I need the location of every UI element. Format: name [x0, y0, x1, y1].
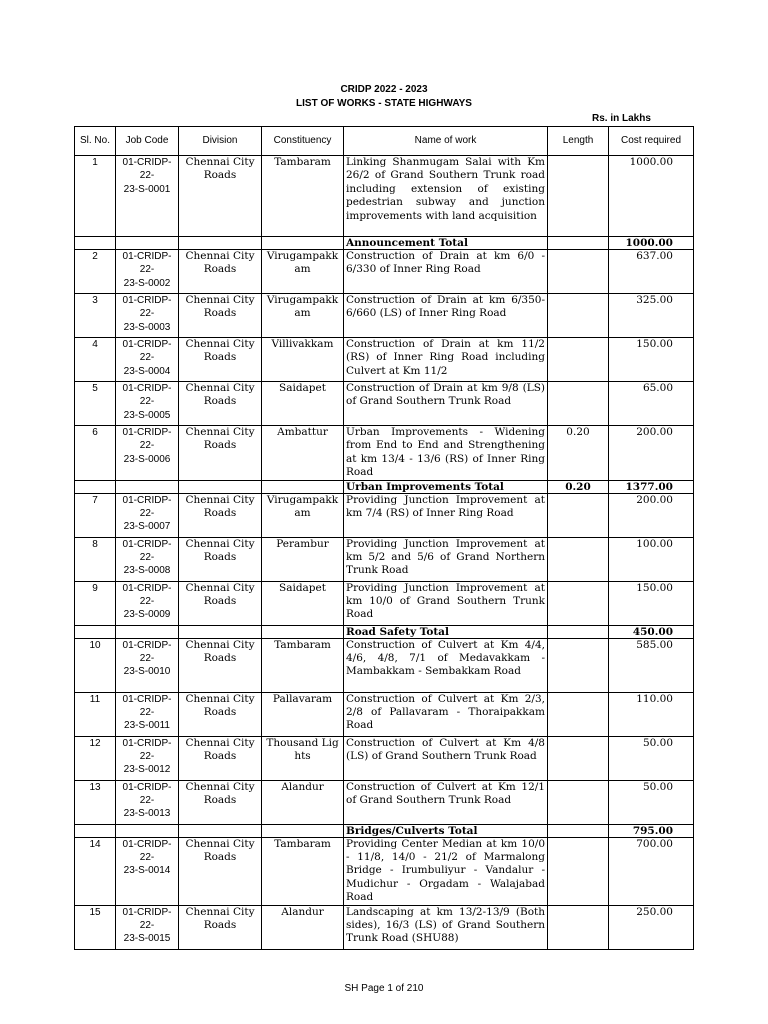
division: Chennai City Roads — [179, 905, 262, 949]
constituency: Pallavaram — [262, 692, 344, 736]
serial-number: 6 — [75, 426, 116, 481]
constituency: Tambaram — [262, 638, 344, 692]
division: Chennai City Roads — [179, 837, 262, 905]
length: 0.20 — [548, 426, 609, 481]
cost-required: 150.00 — [609, 581, 694, 625]
division: Chennai City Roads — [179, 382, 262, 426]
job-code-line: 01-CRIDP-22- — [122, 494, 172, 520]
constituency: Virugampakkam — [262, 294, 344, 338]
constituency: Ambattur — [262, 426, 344, 481]
subtotal-row — [75, 480, 694, 493]
job-code-line: 23-S-0002 — [123, 277, 171, 289]
division: Chennai City Roads — [179, 537, 262, 581]
empty-cell — [75, 824, 116, 837]
job-code — [116, 156, 179, 237]
column-header: Name of work — [344, 127, 548, 156]
cost-required: 250.00 — [609, 905, 694, 949]
length — [548, 250, 609, 294]
length — [548, 692, 609, 736]
table-row — [75, 905, 694, 949]
empty-cell — [179, 480, 262, 493]
table-row — [75, 692, 694, 736]
work-name: Providing Junction Improvement at km 5/2 and 5/6 of Grand Northern Trunk Road — [344, 537, 548, 581]
empty-cell — [262, 237, 344, 250]
page-footer: SH Page 1 of 210 — [344, 983, 424, 994]
length — [548, 382, 609, 426]
work-name: Providing Junction Improvement at km 10/0 of Grand Southern Trunk Road — [344, 581, 548, 625]
work-name: Construction of Drain at km 9/8 (LS) of Grand Southern Trunk Road — [344, 382, 548, 426]
empty-cell — [75, 625, 116, 638]
length — [548, 493, 609, 537]
cost-required: 325.00 — [609, 294, 694, 338]
subtotal-label: Urban Improvements Total — [344, 480, 548, 493]
job-code-line: 23-S-0007 — [123, 521, 171, 533]
job-code — [116, 250, 179, 294]
cost-required: 200.00 — [609, 426, 694, 481]
job-code-line: 01-CRIDP-22- — [122, 538, 172, 564]
length — [548, 338, 609, 382]
serial-number: 3 — [75, 294, 116, 338]
table-row — [75, 493, 694, 537]
cost-required: 1000.00 — [609, 156, 694, 237]
column-header: Job Code — [116, 127, 179, 156]
job-code-line: 01-CRIDP-22- — [122, 582, 172, 608]
job-code — [116, 338, 179, 382]
length — [548, 294, 609, 338]
subtotal-label: Announcement Total — [344, 237, 548, 250]
column-header: Division — [179, 127, 262, 156]
serial-number: 11 — [75, 692, 116, 736]
division: Chennai City Roads — [179, 156, 262, 237]
length — [548, 537, 609, 581]
job-code-line: 23-S-0013 — [123, 808, 171, 820]
empty-cell — [179, 237, 262, 250]
job-code-line: 01-CRIDP-22- — [122, 693, 172, 719]
empty-cell — [116, 625, 179, 638]
work-name: Landscaping at km 13/2-13/9 (Both sides), 16/3 (LS) of Grand Southern Trunk Road (SHU88) — [344, 905, 548, 949]
division: Chennai City Roads — [179, 250, 262, 294]
empty-cell — [262, 824, 344, 837]
constituency: Tambaram — [262, 837, 344, 905]
job-code-line: 01-CRIDP-22- — [122, 251, 172, 276]
division: Chennai City Roads — [179, 493, 262, 537]
serial-number: 14 — [75, 837, 116, 905]
division: Chennai City Roads — [179, 294, 262, 338]
table-row — [75, 780, 694, 824]
work-name: Construction of Culvert at Km 4/4, 4/6, 4/8, 7/1 of Medavakkam - Mambakkam - Sembakkam Road — [344, 638, 548, 692]
job-code — [116, 736, 179, 780]
empty-cell — [179, 625, 262, 638]
job-code-line: 23-S-0001 — [123, 183, 171, 195]
length — [548, 780, 609, 824]
serial-number: 8 — [75, 537, 116, 581]
cost-required: 65.00 — [609, 382, 694, 426]
table-row — [75, 537, 694, 581]
constituency: Thousand Lights — [262, 736, 344, 780]
cost-required: 585.00 — [609, 638, 694, 692]
serial-number: 1 — [75, 156, 116, 237]
cost-required: 200.00 — [609, 493, 694, 537]
job-code — [116, 382, 179, 426]
document-title: CRIDP 2022 - 2023 — [340, 84, 428, 95]
subtotal-row — [75, 625, 694, 638]
constituency: Saidapet — [262, 581, 344, 625]
serial-number: 5 — [75, 382, 116, 426]
work-name: Construction of Drain at km 11/2 (RS) of Inner Ring Road including Culvert at Km 11/2 — [344, 338, 548, 382]
table-row — [75, 156, 694, 237]
constituency: Alandur — [262, 780, 344, 824]
division: Chennai City Roads — [179, 426, 262, 481]
constituency: Virugampakkam — [262, 493, 344, 537]
currency-unit-label: Rs. in Lakhs — [592, 113, 651, 124]
division: Chennai City Roads — [179, 736, 262, 780]
division: Chennai City Roads — [179, 338, 262, 382]
constituency: Tambaram — [262, 156, 344, 237]
job-code-line: 01-CRIDP-22- — [122, 157, 172, 182]
job-code-line: 23-S-0009 — [123, 609, 171, 621]
length — [548, 837, 609, 905]
job-code-line: 01-CRIDP-22- — [122, 295, 172, 320]
constituency: Saidapet — [262, 382, 344, 426]
job-code — [116, 905, 179, 949]
constituency: Perambur — [262, 537, 344, 581]
job-code — [116, 638, 179, 692]
job-code-line: 23-S-0015 — [123, 933, 171, 945]
subtotal-row — [75, 824, 694, 837]
table-row — [75, 581, 694, 625]
work-name: Construction of Drain at km 6/350-6/660 (LS) of Inner Ring Road — [344, 294, 548, 338]
empty-cell — [75, 480, 116, 493]
serial-number: 13 — [75, 780, 116, 824]
job-code-line: 01-CRIDP-22- — [122, 838, 172, 864]
job-code-line: 23-S-0004 — [123, 365, 171, 377]
table-row — [75, 638, 694, 692]
table-body — [75, 156, 694, 950]
job-code — [116, 493, 179, 537]
job-code-line: 01-CRIDP-22- — [122, 427, 172, 452]
table-row — [75, 382, 694, 426]
job-code — [116, 581, 179, 625]
job-code — [116, 780, 179, 824]
subtotal-length — [548, 824, 609, 837]
job-code-line: 01-CRIDP-22- — [122, 639, 172, 665]
division: Chennai City Roads — [179, 638, 262, 692]
empty-cell — [262, 480, 344, 493]
table-row — [75, 736, 694, 780]
table-row — [75, 426, 694, 481]
empty-cell — [262, 625, 344, 638]
job-code-line: 23-S-0003 — [123, 321, 171, 333]
cost-required: 50.00 — [609, 780, 694, 824]
cost-required: 110.00 — [609, 692, 694, 736]
empty-cell — [116, 480, 179, 493]
cost-required: 637.00 — [609, 250, 694, 294]
subtotal-label: Bridges/Culverts Total — [344, 824, 548, 837]
job-code-line: 23-S-0005 — [123, 409, 171, 421]
cost-required: 100.00 — [609, 537, 694, 581]
job-code-line: 23-S-0012 — [123, 764, 171, 776]
length — [548, 905, 609, 949]
serial-number: 7 — [75, 493, 116, 537]
job-code-line: 23-S-0006 — [123, 453, 171, 465]
job-code-line: 23-S-0014 — [123, 865, 171, 877]
subtotal-cost: 795.00 — [609, 824, 694, 837]
job-code-line: 01-CRIDP-22- — [122, 906, 172, 932]
subtotal-length: 0.20 — [548, 480, 609, 493]
cost-required: 150.00 — [609, 338, 694, 382]
document-subtitle: LIST OF WORKS - STATE HIGHWAYS — [296, 98, 472, 109]
job-code-line: 23-S-0010 — [123, 666, 171, 678]
column-header: Length — [548, 127, 609, 156]
serial-number: 12 — [75, 736, 116, 780]
job-code-line: 23-S-0008 — [123, 565, 171, 577]
subtotal-cost: 1377.00 — [609, 480, 694, 493]
table-row — [75, 294, 694, 338]
job-code-line: 01-CRIDP-22- — [122, 383, 172, 408]
column-header: Cost required — [609, 127, 694, 156]
constituency: Villivakkam — [262, 338, 344, 382]
job-code — [116, 426, 179, 481]
empty-cell — [179, 824, 262, 837]
job-code-line: 01-CRIDP-22- — [122, 339, 172, 364]
cost-required: 50.00 — [609, 736, 694, 780]
constituency: Virugampakkam — [262, 250, 344, 294]
work-name: Providing Center Median at km 10/0 - 11/8, 14/0 - 21/2 of Marmalong Bridge - Irumbuliyur - Vandalur - Mudichur - Orgadam - Walajabad Road — [344, 837, 548, 905]
division: Chennai City Roads — [179, 692, 262, 736]
cost-required: 700.00 — [609, 837, 694, 905]
length — [548, 156, 609, 237]
job-code-line: 23-S-0011 — [124, 720, 170, 732]
subtotal-length — [548, 237, 609, 250]
division: Chennai City Roads — [179, 581, 262, 625]
job-code — [116, 537, 179, 581]
serial-number: 9 — [75, 581, 116, 625]
work-name: Construction of Culvert at Km 4/8 (LS) of Grand Southern Trunk Road — [344, 736, 548, 780]
subtotal-row — [75, 237, 694, 250]
serial-number: 15 — [75, 905, 116, 949]
job-code-line: 01-CRIDP-22- — [122, 737, 172, 763]
work-name: Urban Improvements - Widening from End to End and Strengthening at km 13/4 - 13/6 (RS) of Inner Ring Road — [344, 426, 548, 481]
job-code-line: 01-CRIDP-22- — [122, 781, 172, 807]
work-name: Construction of Drain at km 6/0 - 6/330 of Inner Ring Road — [344, 250, 548, 294]
job-code — [116, 294, 179, 338]
subtotal-cost: 450.00 — [609, 625, 694, 638]
work-name: Linking Shanmugam Salai with Km 26/2 of Grand Southern Trunk road including extension of existing pedestrian subway and junction improvements with land acquisition — [344, 156, 548, 237]
subtotal-label: Road Safety Total — [344, 625, 548, 638]
length — [548, 581, 609, 625]
serial-number: 4 — [75, 338, 116, 382]
subtotal-cost: 1000.00 — [609, 237, 694, 250]
work-name: Construction of Culvert at Km 2/3, 2/8 of Pallavaram - Thoraipakkam Road — [344, 692, 548, 736]
column-header: Sl. No. — [75, 127, 116, 156]
division: Chennai City Roads — [179, 780, 262, 824]
empty-cell — [75, 237, 116, 250]
work-name: Providing Junction Improvement at km 7/4 (RS) of Inner Ring Road — [344, 493, 548, 537]
subtotal-length — [548, 625, 609, 638]
table-row — [75, 338, 694, 382]
empty-cell — [116, 237, 179, 250]
table-row — [75, 837, 694, 905]
job-code — [116, 837, 179, 905]
serial-number: 2 — [75, 250, 116, 294]
serial-number: 10 — [75, 638, 116, 692]
column-header: Constituency — [262, 127, 344, 156]
work-name: Construction of Culvert at Km 12/1 of Grand Southern Trunk Road — [344, 780, 548, 824]
job-code — [116, 692, 179, 736]
constituency: Alandur — [262, 905, 344, 949]
length — [548, 638, 609, 692]
table-header-row — [75, 127, 694, 156]
table-row — [75, 250, 694, 294]
empty-cell — [116, 824, 179, 837]
length — [548, 736, 609, 780]
works-table — [74, 126, 694, 950]
